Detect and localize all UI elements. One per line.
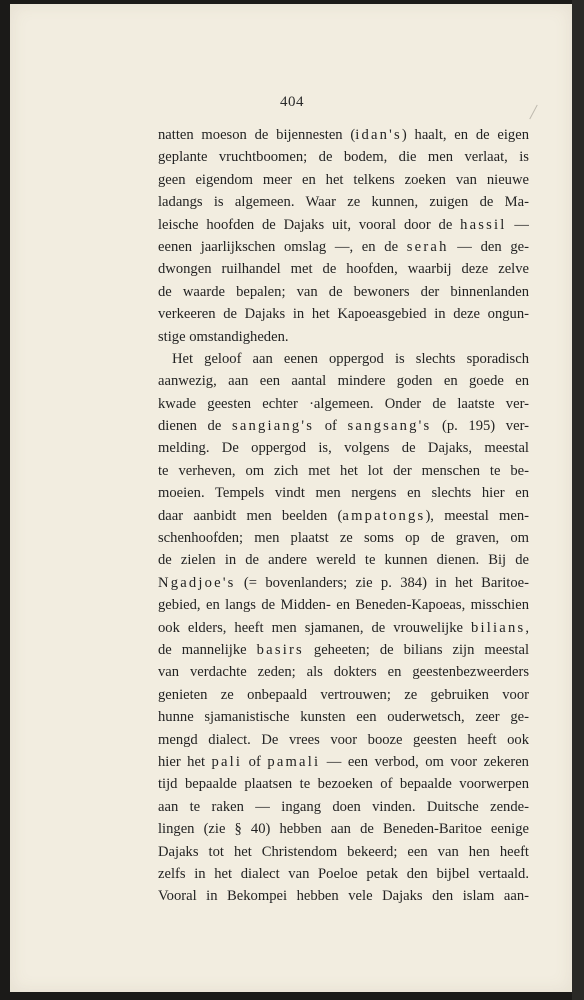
text-span: — een verbod, om voor zekeren (320, 753, 529, 770)
text-line (158, 370, 529, 392)
text-span: Het geloof aan eenen oppergod is slechts sporadisch (172, 350, 529, 367)
text-span: melding. De oppergod is, volgens de Dajaks, meestal (158, 440, 529, 457)
text-span: leische hoofden de Dajaks uit, vooral door de (158, 216, 461, 233)
text-line (158, 124, 529, 146)
text-span: dienen de (158, 418, 232, 435)
text-span: ladangs is algemeen. Waar ze kunnen, zuigen de Ma- (158, 194, 529, 211)
text-span: tijd bepaalde plaatsen te bezoeken of bepaalde voorwerpen (158, 776, 529, 793)
text-span: (p. 195) ver- (431, 418, 529, 435)
text-line (158, 527, 529, 549)
text-span: verkeeren de Dajaks in het Kapoeasgebied in deze ongun- (158, 306, 529, 323)
text-line (158, 303, 529, 325)
emphasized-term: serah (406, 238, 449, 255)
text-span: te verheven, om zich met het lot der menschen te be- (158, 462, 529, 479)
text-span: ) haalt, en de eigen (401, 127, 529, 143)
text-span: — (506, 216, 529, 233)
emphasized-term: hassil (460, 216, 507, 233)
text-line (158, 169, 529, 191)
text-span: eenen jaarlijkschen omslag —, en de (158, 238, 407, 255)
text-line (158, 841, 529, 863)
text-line (158, 437, 529, 459)
text-line (158, 214, 529, 236)
text-span: ), meestal men- (425, 507, 529, 524)
text-span: of (242, 753, 268, 770)
text-span: geen eigendom meer en het telkens zoeken van nieuwe (158, 171, 529, 188)
text-span: geplante vruchtboomen; de bodem, die men verlaat, is (158, 149, 529, 166)
text-line (158, 751, 529, 773)
text-line (158, 326, 529, 348)
text-span: zelfs in het dialect van Poeloe petak den bijbel vertaald. (158, 865, 529, 882)
emphasized-term: basirs (256, 641, 304, 658)
text-span: van verdachte zeden; als dokters en geestenbezweerders (158, 664, 529, 681)
emphasized-term: sangsang's (347, 418, 432, 435)
text-span: hunne sjamanistische kunsten een ouderwetsch, zeer ge- (158, 709, 529, 726)
text-span: kwade geesten echter ·algemeen. Onder de laatste ver- (158, 395, 529, 412)
text-line (158, 191, 529, 213)
text-span: (= bovenlanders; zie p. 384) in het Baritoe- (235, 574, 529, 591)
emphasized-term: Ngadjoe's (158, 574, 236, 591)
text-span: de zielen in de andere wereld te kunnen dienen. Bij de (158, 552, 529, 569)
emphasized-term: ampatongs (342, 507, 426, 524)
text-span: de waarde bepalen; van de bewoners der binnenlanden (158, 283, 529, 300)
text-span: natten moeson de bijennesten ( (158, 127, 356, 143)
emphasized-term: sangiang's (231, 418, 315, 435)
text-line (158, 258, 529, 280)
text-line (158, 661, 529, 683)
text-span: schenhoofden; men plaatst ze soms op de graven, om (158, 530, 529, 547)
text-line (158, 639, 529, 661)
text-span: ook elders, heeft men sjamanen, de vrouwelijke (158, 619, 472, 636)
text-line (158, 773, 529, 795)
text-span: dwongen ruilhandel met de hoofden, waarbij deze zelve (158, 261, 529, 278)
text-line (158, 684, 529, 706)
text-line (158, 572, 529, 594)
text-span: geheeten; de bilians zijn meestal (303, 641, 529, 658)
text-span: daar aanbidt men beelden ( (158, 507, 343, 524)
page-number: 404 (280, 94, 304, 110)
text-line (158, 729, 529, 751)
text-span: — den ge- (448, 238, 529, 255)
text-line (158, 818, 529, 840)
text-span: gebied, en langs de Midden- en Beneden-Kapoeas, misschien (158, 597, 529, 614)
text-line (158, 236, 529, 258)
text-span: lingen (zie § 40) hebben aan de Beneden-Baritoe eenige (158, 821, 529, 838)
text-line (158, 617, 529, 639)
text-span: stige omstandigheden. (158, 328, 289, 345)
text-line (158, 393, 529, 415)
text-line (158, 281, 529, 303)
text-span: Vooral in Bekompei hebben vele Dajaks den islam aan- (158, 888, 529, 905)
body-text (158, 124, 529, 908)
text-line (158, 348, 529, 370)
text-line (158, 415, 529, 437)
text-span: , (525, 619, 529, 636)
text-span: aanwezig, aan een aantal mindere goden en goede en (158, 373, 529, 390)
text-span: moeien. Tempels vindt men nergens en slechts hier en (158, 485, 529, 502)
text-span: genieten ze onbepaald vertrouwen; ze gebruiken voor (158, 686, 529, 703)
emphasized-term: pali (211, 753, 243, 770)
text-line (158, 706, 529, 728)
text-line (158, 146, 529, 168)
text-line (158, 460, 529, 482)
emphasized-term: idan's (355, 127, 402, 143)
text-span: mengd dialect. De vrees voor booze geesten heeft ook (158, 731, 529, 748)
text-span: hier het (158, 753, 212, 770)
text-span: of (314, 418, 348, 435)
text-span: de mannelijke (158, 641, 257, 658)
text-line (158, 549, 529, 571)
text-line (158, 505, 529, 527)
emphasized-term: bilians (471, 619, 526, 636)
text-line (158, 594, 529, 616)
text-line (158, 885, 529, 907)
scan-border (572, 0, 584, 1000)
text-span: Dajaks tot het Christendom bekeerd; een van hen heeft (158, 843, 529, 860)
emphasized-term: pamali (267, 753, 321, 770)
text-line (158, 482, 529, 504)
text-line (158, 796, 529, 818)
text-line (158, 863, 529, 885)
text-span: aan te raken — ingang doen vinden. Duitsche zende- (158, 798, 529, 815)
